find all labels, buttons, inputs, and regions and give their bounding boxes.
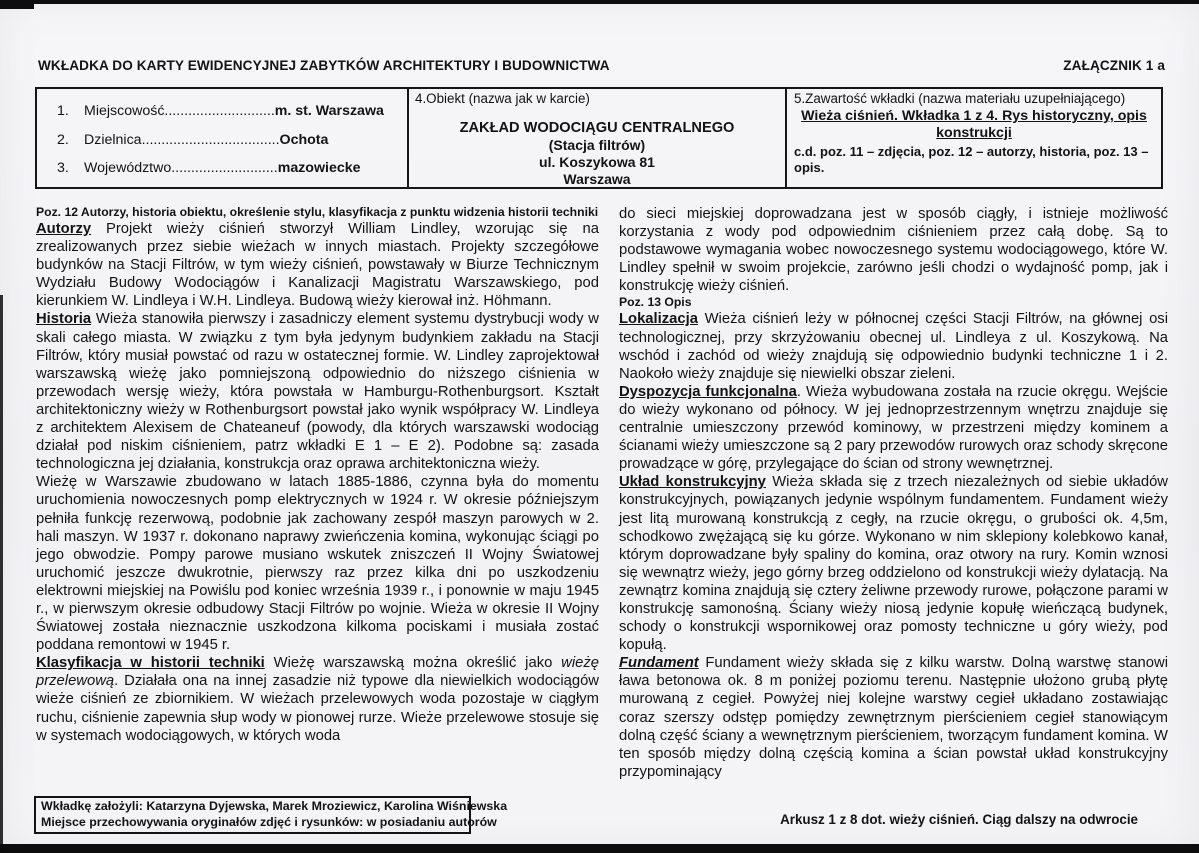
- paragraph-autorzy: [36, 220, 599, 310]
- object-street: ul. Koszykowa 81: [539, 154, 655, 170]
- scan-artifact-top-edge: [0, 0, 1199, 4]
- paragraph-fundament: [619, 654, 1168, 781]
- founders-line: Wkładkę założyli: Katarzyna Dyjewska, Marek Mroziewicz, Karolina Wiśniewska: [41, 799, 508, 813]
- document-title: WKŁADKA DO KARTY EWIDENCYJNEJ ZABYTKÓW ARCHITEKTURY I BUDOWNICTWA: [38, 58, 610, 73]
- paragraph-lead: Dyspozycja funkcjonalna: [619, 383, 797, 400]
- paragraph-lokalizacja: [619, 310, 1168, 382]
- location-field-dzielnica: [57, 126, 401, 155]
- field-value: mazowiecke: [277, 160, 361, 176]
- field-number: 1.: [57, 103, 69, 119]
- dotted-leader: ............................: [164, 103, 275, 119]
- paragraph-lead: Układ konstrukcyjny: [619, 474, 766, 491]
- paragraph-dyspozycja: [619, 383, 1168, 473]
- paragraph-text: Projekt wieży ciśnień stworzył William Lindley, wzorując się na zrealizowanych przez siebie wieżach w innych miastach. Projekty szczegółowe budynków na Stacji Filtrów, w tym wieży ciśnień, powstawały w Biurze Technicznym Wydziału Budowy Wodociągów i Kanalizacji Magistratu Warszawskiego, pod kierunkiem W. Lindleya i W.H. Lindleya. Budową wieży kierował inż. Höhmann.: [36, 221, 599, 310]
- content-cell: [787, 89, 1161, 187]
- italic-term: wieżę przelewową: [36, 655, 599, 690]
- scan-artifact-bottom-edge: [0, 844, 1199, 853]
- founders-box: [34, 796, 508, 834]
- paragraph-text: Wieżę warszawską można określić jako: [264, 655, 562, 672]
- object-cell: [409, 89, 787, 187]
- paragraph-continuation: [619, 205, 1168, 295]
- field-number: 2.: [57, 131, 69, 148]
- paragraph-text: Wieżę w Warszawie zbudowano w latach 1885-1886, czynna była do momentu uruchomienia nowoczesnych pomp elektrycznych w 1924 r. W okresie późniejszym pełniła funkcję rezerwową, podobnie jak zachowany zespół maszyn parowych w 2. hali maszyn. W 1937 r. dokonano naprawy zwieńczenia komina, wykonując ściągi po jego obwodzie. Pompy parowe musiano wskutek zniszczeń II Wojny Światowej uruchomić jeszcze dwukrotnie, pierwszy raz przez kilka dni po uszkodzeniu elektrowni miejskiej na Powiślu pod koniec września 1939 r., i ponownie w maju 1945 r., w pierwszym okresie odbudowy Stacji Filtrów po wojnie. Wieża w okresie II Wojny Światowej została nieznacznie uszkodzona kilkoma pociskami i musiała zostać poddana remontowi w 1945 r.: [36, 474, 599, 654]
- paragraph-lead: Autorzy: [36, 221, 92, 237]
- location-cell: [37, 89, 409, 187]
- content-cell-caption: 5.Zawartość wkładki (nazwa materiału uzupełniającego): [794, 91, 1126, 106]
- dotted-leader: ...........................: [171, 160, 278, 176]
- object-name: ZAKŁAD WODOCIĄGU CENTRALNEGO: [459, 120, 735, 136]
- content-note: c.d. poz. 11 – zdjęcia, poz. 12 – autorzy, historia, poz. 13 – opis.: [794, 144, 1149, 175]
- field-label: Miejscowość: [84, 103, 165, 119]
- document-header: [38, 58, 1165, 73]
- poz13-section-header: Poz. 13 Opis: [619, 295, 692, 310]
- scan-artifact-top-left: [0, 0, 34, 9]
- right-column: [619, 205, 1168, 781]
- scan-artifact-left-edge: [0, 295, 3, 853]
- paragraph-lead: Historia: [36, 311, 92, 328]
- dotted-leader: ...................................: [141, 131, 280, 148]
- paragraph-text: Wieża składa się z trzech niezależnych od siebie układów konstrukcyjnych, powiązanych jedynie wspólnym fundamentem. Fundament wieży jest litą murowaną konstrukcją z cegły, na rzucie okręgu, o grubości ok. 4,5m, schodkowo zwężającą się ku górze. Wykonano w nim sklepiony kolebkowo kanał, którym doprowadzane były spaliny do komina, oraz otwory na rury. Komin wznosi się wewnątrz wieży, jego górny brzeg oddzielono od konstrukcji wieży dylatacją. Na zewnątrz komina znajdują się cztery żeliwne przewody rurowe, połączone parami w konstrukcję samonośną. Ściany wieży niosą jedynie kopułę wieńczącą budynek, schody o konstrukcji wspornikowej oraz pomosty techniczne u góry wieży, pod kopułą.: [619, 474, 1168, 654]
- field-label: Województwo: [84, 160, 172, 176]
- info-table: [35, 87, 1163, 189]
- location-field-wojewodztwo: [57, 154, 401, 183]
- object-subname: (Stacja filtrów): [548, 137, 646, 153]
- paragraph-lead: Lokalizacja: [619, 311, 698, 328]
- paragraph-uklad-konstrukcyjny: [619, 473, 1168, 654]
- object-city: Warszawa: [563, 171, 631, 187]
- paragraph-budowa: [36, 473, 599, 654]
- paragraph-text: do sieci miejskiej doprowadzana jest w sposób ciągły, i istnieje możliwość korzystania z wody pod odpowiednim ciśnieniem przez całą dobę. Są to podstawowe wymagania wobec nowoczesnego systemu wodociągowego, które W. Lindley spełnił w swoim projekcie, zarówno jeśli chodzi o wydajność pomp, jak i konstrukcję wieży ciśnień.: [619, 206, 1168, 295]
- paragraph-lead: Fundament: [619, 655, 699, 672]
- content-title: Wieża ciśnień. Wkładka 1 z 4. Rys historyczny, opis konstrukcji: [801, 108, 1147, 141]
- field-value: m. st. Warszawa: [274, 103, 384, 119]
- paragraph-text: . Działała ona na innej zasadzie niż typowe dla niewielkich wodociągów wieże ciśnień ze zbiornikiem. W wieżach przelewowych woda pozostaje w ciągłym ruchu, ciśnienie zapewnia słup wody w pionowej rurze. Wieże przelewowe stosuje się w systemach wodociągowych, w których woda: [36, 673, 599, 744]
- attachment-label: ZAŁĄCZNIK 1 a: [1063, 58, 1165, 73]
- paragraph-text: Fundament wieży składa się z kilku warstw. Dolną warstwę stanowi ława betonowa ok. 8 m poniżej poziomu terenu. Następnie ułożono grubą płytę murowaną z cegieł. Powyżej niej kolejne warstwy cegieł układano zostawiając coraz szerszy odstęp pomiędzy zewnętrznym pierścieniem cegieł stanowiącym dolną część ściany a wewnętrznym pierścieniem, tworzącym fundament komina. W ten sposób między dolną częścią komina a ścian powstał układ konstrukcyjny przypominający: [619, 655, 1168, 780]
- paragraph-lead: Klasyfikacja w historii techniki: [36, 655, 265, 672]
- paragraph-historia: [36, 310, 599, 473]
- paragraph-text: Wieża stanowiła pierwszy i zasadniczy element systemu dystrybucji wody w skali całego miasta. W związku z tym była jedynym budynkiem zakładu na Stacji Filtrów, który musiał powstać od razu w ostatecznej formie. W. Lindley zaprojektował warszawską wieżę jako pomniejszoną odpowiednio do niższego ciśnienia w przewodach wersję wieży, która powstała w Hamburgu-Rothenburgsort. Kształt architektoniczny wieży w Rothenburgsort powstał jako wynik współpracy W. Lindleya z architektem Alexisem de Chateaneuf (powody, dla których warszawski wodociąg działał pod niskim ciśnieniem, patrz wkładki E 1 – E 2). Podobne są: zasada technologiczna jej działania, konstrukcja oraz oprawa architektoniczna wieży.: [36, 311, 599, 473]
- originals-location-line: Miejsce przechowywania oryginałów zdjęć i rysunków: w posiadaniu autorów: [41, 814, 497, 829]
- object-cell-caption: 4.Obiekt (nazwa jak w karcie): [415, 91, 590, 106]
- poz12-section-header: Poz. 12 Autorzy, historia obiektu, określenie stylu, klasyfikacja z punktu widzenia historii techniki: [36, 205, 599, 219]
- paragraph-text: Wieża ciśnień leży w północnej części Stacji Filtrów, na głównej osi technologicznej, przy skrzyżowaniu obecnej ul. Lindleya z ul. Koszykową. Na wschód i zachód od wieży znajdują się odpowiednio budynki techniczne 1 i 2. Naokoło wieży znajduje się niewielki obszar zieleni.: [619, 311, 1168, 382]
- sheet-footer: Arkusz 1 z 8 dot. wieży ciśnień. Ciąg dalszy na odwrocie: [780, 812, 1138, 827]
- field-number: 3.: [57, 160, 69, 176]
- left-column: [36, 205, 599, 745]
- paragraph-klasyfikacja: [36, 654, 599, 744]
- field-value: Ochota: [279, 131, 329, 148]
- paragraph-text: . Wieża wybudowana została na rzucie okręgu. Wejście do wieży wykonano od północy. W jej jednoprzestrzennym wnętrzu znajduje się centralnie umieszczony przewód kominowy, w przestrzeni między kominem a ścianami wieży umieszczone są 2 pary przewodów rurowych oraz schody skręcone prowadzące w górę, przylegające do ścian od strony wewnętrznej.: [619, 383, 1168, 473]
- location-field-miejscowosc: [57, 97, 401, 126]
- field-label: Dzielnica: [84, 131, 142, 148]
